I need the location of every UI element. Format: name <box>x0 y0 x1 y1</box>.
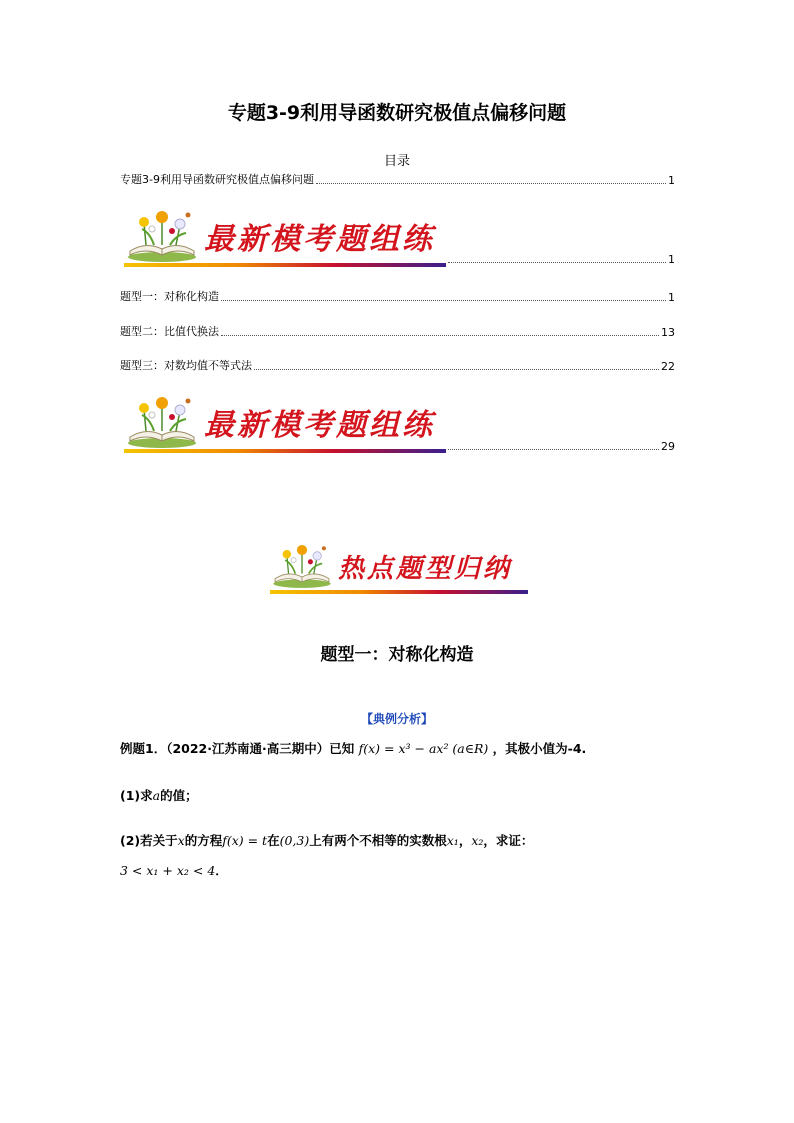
toc-entry-page: 29 <box>661 440 675 453</box>
banner-latest-mock <box>124 394 454 449</box>
open-book-flowers-icon <box>124 209 200 263</box>
question-1 <box>120 786 198 804</box>
inequality-formula: 3 < x₁ + x₂ < 4 <box>120 863 216 878</box>
function-formula: f(x) = x³ − ax² (a∈R) <box>358 741 489 756</box>
open-book-flowers-icon <box>124 395 200 449</box>
banner-gradient-bar <box>124 263 446 267</box>
banner-text: 热点题型归纳 <box>338 553 513 584</box>
q2-interval: (0,3) <box>279 833 310 848</box>
toc-entry-page: 1 <box>668 174 675 187</box>
open-book-flowers-icon <box>270 543 334 589</box>
q2-text: 的方程 <box>184 833 223 848</box>
toc-entry-page: 22 <box>661 360 675 373</box>
question-2 <box>120 831 533 849</box>
section-title: 题型一：对称化构造 <box>320 645 474 665</box>
toc-entry-page: 1 <box>668 253 675 266</box>
q2-end: ． <box>215 863 228 878</box>
example-intro-tail: ，其极小值为-4. <box>492 741 587 756</box>
q2-root-1: x₁ <box>446 833 459 848</box>
toc-entry-label: 题型一：对称化构造 <box>120 290 219 303</box>
example-statement <box>120 739 586 757</box>
banner-text: 最新模考题组练 <box>204 221 435 257</box>
q1-suffix: 的值； <box>160 788 198 803</box>
q2-equation: f(x) = t <box>222 833 268 848</box>
toc-entry[interactable] <box>446 437 675 453</box>
q1-variable: a <box>152 788 161 803</box>
toc-entry-label: 专题3-9利用导函数研究极值点偏移问题 <box>120 173 314 186</box>
document-title: 专题3-9利用导函数研究极值点偏移问题 <box>227 102 567 124</box>
toc-entry-page: 13 <box>661 326 675 339</box>
q2-root-2: x₂ <box>471 833 484 848</box>
toc-leader-dots <box>221 334 659 336</box>
banner-gradient-bar <box>124 449 446 453</box>
toc-heading: 目录 <box>383 154 410 169</box>
toc-entry-label: 题型三：对数均值不等式法 <box>120 359 252 372</box>
q2-text: 在 <box>267 833 280 848</box>
toc-entry[interactable] <box>120 288 675 304</box>
toc-entry[interactable] <box>120 357 675 373</box>
banner-gradient-bar <box>270 590 528 594</box>
toc-leader-dots <box>448 448 659 450</box>
q1-prefix: (1)求 <box>120 788 153 803</box>
analysis-label: 【典例分析】 <box>360 712 433 726</box>
example-intro: 例题1．（2022·江苏南通·高三期中）已知 <box>120 741 355 756</box>
toc-entry[interactable] <box>446 250 675 266</box>
banner-text: 最新模考题组练 <box>204 407 435 443</box>
q2-separator: ， <box>458 833 472 848</box>
toc-leader-dots <box>221 299 666 301</box>
banner-latest-mock <box>124 208 454 263</box>
banner-hot-topics <box>270 542 530 590</box>
toc-entry[interactable] <box>120 323 675 339</box>
toc-leader-dots <box>448 261 666 263</box>
toc-entry-page: 1 <box>668 291 675 304</box>
q2-prefix: (2)若关于 <box>120 833 178 848</box>
toc-leader-dots <box>316 182 666 184</box>
question-2-inequality <box>120 861 228 879</box>
toc-entry-label: 题型二：比值代换法 <box>120 325 219 338</box>
q2-variable: x <box>177 833 185 848</box>
toc-entry[interactable] <box>120 171 675 187</box>
toc-leader-dots <box>254 368 659 370</box>
q2-suffix: ，求证： <box>483 833 534 848</box>
q2-text: 上有两个不相等的实数根 <box>309 833 447 848</box>
